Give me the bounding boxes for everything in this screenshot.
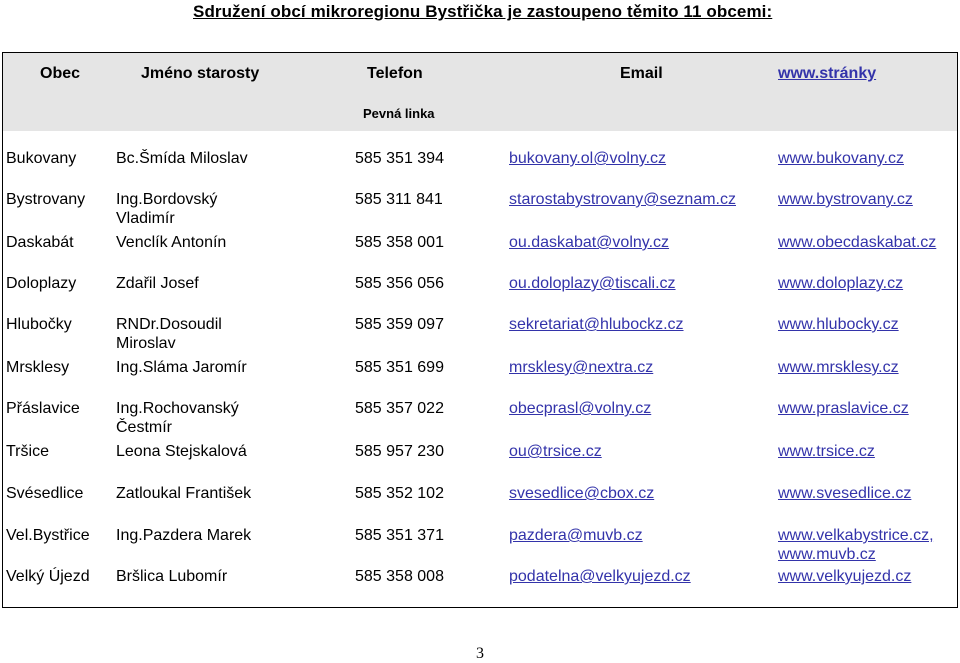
cell-web-link[interactable]: www.hlubocky.cz: [778, 316, 899, 333]
page-title: Sdružení obcí mikroregionu Bystřička je zastoupeno těmito 11 obcemi:: [193, 2, 773, 21]
cell-telefon: 585 351 371: [355, 527, 444, 544]
cell-obec: Tršice: [6, 443, 49, 460]
table-header: [3, 53, 957, 131]
cell-web-link[interactable]: www.velkyujezd.cz: [778, 568, 912, 585]
cell-web-link[interactable]: www.bukovany.cz: [778, 150, 904, 167]
cell-starosta-line2: Miroslav: [116, 335, 176, 352]
cell-telefon: 585 357 022: [355, 400, 444, 417]
cell-obec: Svésedlice: [6, 485, 84, 502]
cell-obec: Hlubočky: [6, 316, 72, 333]
cell-email-link[interactable]: pazdera@muvb.cz: [509, 527, 643, 544]
cell-obec: Mrsklesy: [6, 359, 70, 376]
cell-email-link[interactable]: starostabystrovany@seznam.cz: [509, 191, 736, 208]
header-obec: Obec: [40, 65, 81, 82]
cell-starosta: Venclík Antonín: [116, 234, 227, 251]
cell-email-link[interactable]: svesedlice@cbox.cz: [509, 485, 655, 502]
cell-telefon: 585 356 056: [355, 275, 444, 292]
header-telefon-sub: Pevná linka: [363, 106, 435, 121]
page-number: 3: [476, 645, 484, 662]
cell-obec: Vel.Bystřice: [6, 527, 90, 544]
cell-email-link[interactable]: obecprasl@volny.cz: [509, 400, 652, 417]
cell-telefon: 585 311 841: [355, 191, 443, 208]
cell-web-link[interactable]: www.trsice.cz: [778, 443, 875, 460]
cell-obec: Doloplazy: [6, 275, 77, 292]
cell-obec: Bukovany: [6, 150, 77, 167]
cell-starosta: RNDr.Dosoudil: [116, 316, 222, 333]
cell-web-link[interactable]: www.velkabystrice.cz,: [778, 527, 934, 544]
cell-web-link[interactable]: www.mrsklesy.cz: [778, 359, 899, 376]
cell-web-link[interactable]: www.obecdaskabat.cz: [778, 234, 937, 251]
cell-email-link[interactable]: mrsklesy@nextra.cz: [509, 359, 654, 376]
cell-email-link[interactable]: sekretariat@hlubockz.cz: [509, 316, 684, 333]
cell-telefon: 585 358 001: [355, 234, 444, 251]
cell-email-link[interactable]: ou.doloplazy@tiscali.cz: [509, 275, 676, 292]
cell-telefon: 585 957 230: [355, 443, 444, 460]
cell-starosta-line2: Vladimír: [116, 210, 175, 227]
cell-email-link[interactable]: podatelna@velkyujezd.cz: [509, 568, 691, 585]
cell-obec: Bystrovany: [6, 191, 86, 208]
cell-telefon: 585 351 699: [355, 359, 444, 376]
cell-telefon: 585 358 008: [355, 568, 444, 585]
cell-web-link[interactable]: www.bystrovany.cz: [778, 191, 913, 208]
municipality-table: [2, 52, 958, 608]
cell-starosta: Bršlica Lubomír: [116, 568, 228, 585]
cell-web-link[interactable]: www.praslavice.cz: [778, 400, 909, 417]
cell-starosta: Leona Stejskalová: [116, 443, 247, 460]
cell-telefon: 585 352 102: [355, 485, 444, 502]
cell-starosta: Bc.Šmída Miloslav: [116, 150, 248, 167]
header-starosta: Jméno starosty: [141, 65, 260, 82]
header-email: Email: [620, 65, 663, 82]
header-web: www.stránky: [778, 65, 877, 82]
cell-starosta: Zdařil Josef: [116, 275, 199, 292]
cell-starosta: Ing.Bordovský: [116, 191, 218, 208]
cell-obec: Daskabát: [6, 234, 74, 251]
cell-email-link[interactable]: ou.daskabat@volny.cz: [509, 234, 670, 251]
cell-obec: Přáslavice: [6, 400, 80, 417]
cell-starosta: Ing.Pazdera Marek: [116, 527, 252, 544]
cell-web-link[interactable]: www.svesedlice.cz: [778, 485, 912, 502]
cell-telefon: 585 359 097: [355, 316, 444, 333]
header-telefon: Telefon: [367, 65, 423, 82]
cell-obec: Velký Újezd: [6, 568, 90, 585]
cell-email-link[interactable]: ou@trsice.cz: [509, 443, 602, 460]
cell-email-link[interactable]: bukovany.ol@volny.cz: [509, 150, 667, 167]
cell-starosta: Zatloukal František: [116, 485, 252, 502]
cell-starosta: Ing.Sláma Jaromír: [116, 359, 247, 376]
cell-web-link[interactable]: www.doloplazy.cz: [778, 275, 904, 292]
cell-telefon: 585 351 394: [355, 150, 444, 167]
cell-web-link-2[interactable]: www.muvb.cz: [778, 546, 876, 563]
cell-starosta: Ing.Rochovanský: [116, 400, 239, 417]
cell-starosta-line2: Čestmír: [116, 419, 172, 436]
